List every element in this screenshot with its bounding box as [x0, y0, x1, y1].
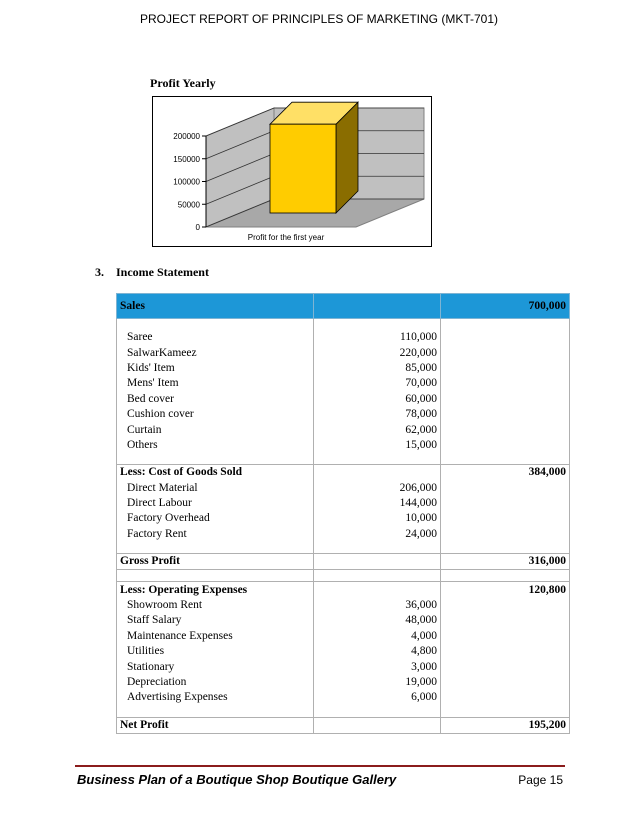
cogs-item-total — [441, 527, 570, 542]
opex-item-total — [441, 675, 570, 690]
opex-row — [117, 582, 570, 598]
opex-item-total — [441, 690, 570, 705]
cogs-item-label: Factory Overhead — [117, 511, 314, 526]
sales-item-total — [441, 330, 570, 345]
cogs-item-row — [117, 496, 570, 511]
sales-item-amount: 78,000 — [314, 407, 441, 422]
cogs-item-amount: 206,000 — [314, 481, 441, 496]
cogs-item-row — [117, 481, 570, 496]
income-statement-table — [116, 293, 570, 734]
sales-item-amount: 85,000 — [314, 361, 441, 376]
opex-row-label: Less: Operating Expenses — [117, 582, 314, 598]
sales-item-total — [441, 361, 570, 376]
opex-item-row — [117, 690, 570, 705]
cogs-row-total: 384,000 — [441, 465, 570, 481]
sales-item-row — [117, 361, 570, 376]
profit-chart — [152, 96, 432, 247]
sales-item-label: Saree — [117, 330, 314, 345]
sales-item-row — [117, 376, 570, 391]
spacer-row — [117, 453, 570, 465]
sales-item-label: Curtain — [117, 422, 314, 437]
sales-item-row — [117, 422, 570, 437]
page-header: PROJECT REPORT OF PRINCIPLES OF MARKETING (MKT-701) — [139, 12, 499, 26]
chart-title: Profit Yearly — [150, 76, 216, 90]
opex-item-label: Advertising Expenses — [117, 690, 314, 705]
opex-item-total — [441, 644, 570, 659]
spacer-cell — [441, 570, 570, 582]
sales-item-total — [441, 438, 570, 453]
sales-item-label: Kids' Item — [117, 361, 314, 376]
cogs-row-amount — [314, 465, 441, 481]
spacer-cell — [314, 570, 441, 582]
sales-item-total — [441, 376, 570, 391]
opex-item-total — [441, 629, 570, 644]
y-tick-label: 50000 — [177, 200, 200, 210]
opex-item-row — [117, 644, 570, 659]
y-tick-label: 150000 — [173, 154, 200, 164]
opex-item-amount: 6,000 — [314, 690, 441, 705]
cogs-item-label: Direct Material — [117, 481, 314, 496]
y-tick-label: 100000 — [173, 177, 200, 187]
cogs-item-row — [117, 527, 570, 542]
y-tick-label: 0 — [195, 223, 200, 232]
opex-item-amount: 4,000 — [314, 629, 441, 644]
opex-item-total — [441, 659, 570, 674]
footer-rule — [75, 765, 565, 767]
cogs-item-amount: 144,000 — [314, 496, 441, 511]
cogs-row — [117, 465, 570, 481]
sales-item-amount: 220,000 — [314, 345, 441, 360]
spacer-cell — [314, 706, 441, 718]
spacer-row — [117, 319, 570, 331]
page-number: Page 15 — [518, 773, 563, 787]
spacer-row — [117, 706, 570, 718]
spacer-row — [117, 542, 570, 554]
y-tick-label: 200000 — [173, 132, 200, 141]
spacer-cell — [441, 453, 570, 465]
gross-profit-row-amount — [314, 554, 441, 570]
cogs-item-total — [441, 481, 570, 496]
spacer-cell — [441, 706, 570, 718]
cogs-item-amount: 24,000 — [314, 527, 441, 542]
sales-item-row — [117, 345, 570, 360]
gross-profit-row — [117, 554, 570, 570]
opex-item-row — [117, 598, 570, 613]
spacer-cell — [314, 453, 441, 465]
sales-row-total: 700,000 — [441, 294, 570, 319]
gross-profit-row-label: Gross Profit — [117, 554, 314, 570]
sales-row-amount — [314, 294, 441, 319]
sales-item-label: SalwarKameez — [117, 345, 314, 360]
net-profit-row — [117, 717, 570, 733]
sales-item-label: Bed cover — [117, 392, 314, 407]
spacer-cell — [441, 542, 570, 554]
cogs-item-total — [441, 511, 570, 526]
opex-item-label: Showroom Rent — [117, 598, 314, 613]
spacer-row — [117, 570, 570, 582]
opex-item-amount: 4,800 — [314, 644, 441, 659]
opex-item-row — [117, 675, 570, 690]
sales-item-row — [117, 392, 570, 407]
opex-item-row — [117, 659, 570, 674]
spacer-cell — [117, 542, 314, 554]
net-profit-row-label: Net Profit — [117, 717, 314, 733]
cogs-item-row — [117, 511, 570, 526]
sales-item-label: Others — [117, 438, 314, 453]
sales-item-row — [117, 407, 570, 422]
opex-item-label: Utilities — [117, 644, 314, 659]
opex-item-amount: 36,000 — [314, 598, 441, 613]
sales-item-total — [441, 345, 570, 360]
sales-row-label: Sales — [117, 294, 314, 319]
opex-item-total — [441, 613, 570, 628]
cogs-row-label: Less: Cost of Goods Sold — [117, 465, 314, 481]
sales-item-label: Mens' Item — [117, 376, 314, 391]
cogs-item-amount: 10,000 — [314, 511, 441, 526]
opex-row-amount — [314, 582, 441, 598]
sales-item-row — [117, 438, 570, 453]
gross-profit-row-total: 316,000 — [441, 554, 570, 570]
cogs-item-label: Factory Rent — [117, 527, 314, 542]
net-profit-row-total: 195,200 — [441, 717, 570, 733]
opex-item-row — [117, 613, 570, 628]
opex-item-amount: 3,000 — [314, 659, 441, 674]
spacer-cell — [314, 319, 441, 331]
opex-item-label: Maintenance Expenses — [117, 629, 314, 644]
sales-item-amount: 62,000 — [314, 422, 441, 437]
sales-item-total — [441, 422, 570, 437]
opex-item-label: Depreciation — [117, 675, 314, 690]
sales-item-amount: 110,000 — [314, 330, 441, 345]
opex-row-total: 120,800 — [441, 582, 570, 598]
opex-item-amount: 19,000 — [314, 675, 441, 690]
spacer-cell — [117, 319, 314, 331]
cogs-item-label: Direct Labour — [117, 496, 314, 511]
x-category-label: Profit for the first year — [247, 233, 325, 242]
cogs-item-total — [441, 496, 570, 511]
sales-item-total — [441, 392, 570, 407]
net-profit-row-amount — [314, 717, 441, 733]
sales-item-amount: 15,000 — [314, 438, 441, 453]
sales-item-total — [441, 407, 570, 422]
opex-item-row — [117, 629, 570, 644]
opex-item-label: Stationary — [117, 659, 314, 674]
bar — [270, 124, 336, 213]
spacer-cell — [117, 453, 314, 465]
spacer-cell — [117, 570, 314, 582]
spacer-cell — [117, 706, 314, 718]
footer-title: Business Plan of a Boutique Shop Boutique Gallery — [77, 772, 397, 787]
opex-item-total — [441, 598, 570, 613]
opex-item-amount: 48,000 — [314, 613, 441, 628]
sales-row — [117, 294, 570, 319]
opex-item-label: Staff Salary — [117, 613, 314, 628]
section-heading — [95, 265, 209, 280]
spacer-cell — [441, 319, 570, 331]
spacer-cell — [314, 542, 441, 554]
section-title: Income Statement — [116, 265, 209, 279]
sales-item-row — [117, 330, 570, 345]
sales-item-amount: 70,000 — [314, 376, 441, 391]
sales-item-amount: 60,000 — [314, 392, 441, 407]
section-number: 3. — [95, 265, 104, 279]
sales-item-label: Cushion cover — [117, 407, 314, 422]
